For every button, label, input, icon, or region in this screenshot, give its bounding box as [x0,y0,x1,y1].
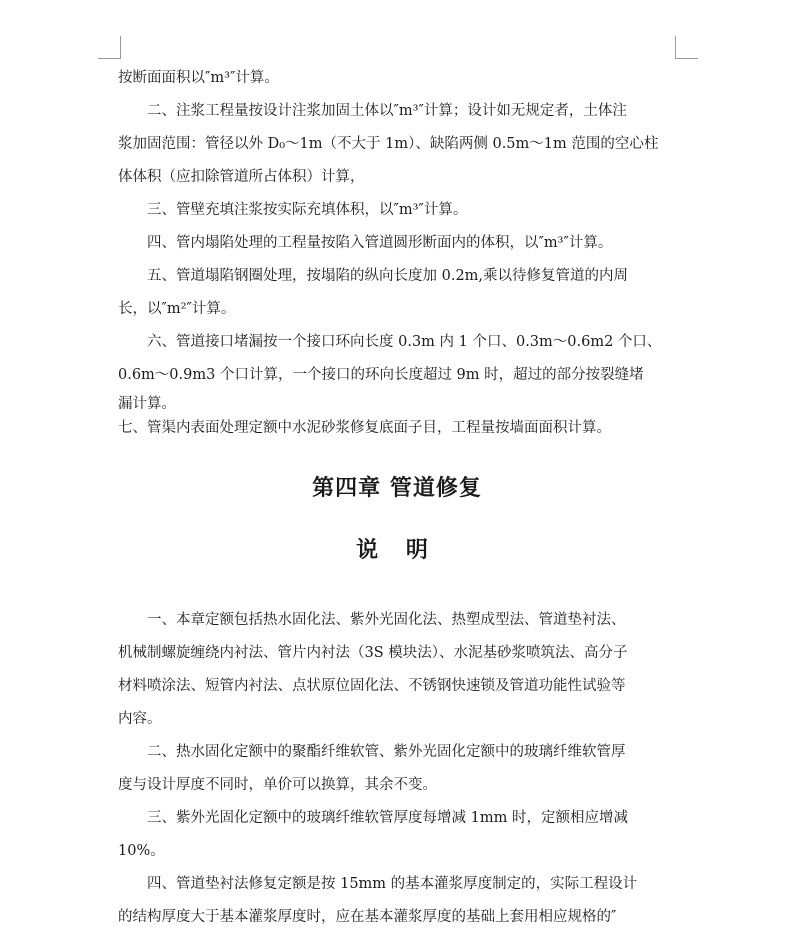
paragraph-line: 三、紫外光固化定额中的玻璃纤维软管厚度每增减 1mm 时，定额相应增减 [147,810,628,826]
paragraph-line: 四、管道垫衬法修复定额是按 15mm 的基本灌浆厚度制定的，实际工程设计 [147,876,638,892]
paragraph-line: 度与设计厚度不同时，单价可以换算，其余不变。 [118,777,437,793]
paragraph-line: 四、管内塌陷处理的工程量按陷入管道圆形断面内的体积，以″m³″计算。 [147,235,613,251]
crop-mark-top-left [98,36,121,59]
paragraph-line: 机械制螺旋缠绕内衬法、管片内衬法（3S 模块法）、水泥基砂浆喷筑法、高分子 [118,645,628,661]
paragraph-line: 10%。 [118,843,165,859]
paragraph-line: 漏计算。 [118,396,176,412]
paragraph-line: 一、本章定额包括热水固化法、紫外光固化法、热塑成型法、管道垫衬法、 [147,612,626,628]
paragraph-line: 浆加固范围：管径以外 D₀～1m（不大于 1m）、缺陷两侧 0.5m～1m 范围的空心柱 [118,136,659,152]
paragraph-line: 五、管道塌陷钢圈处理，按塌陷的纵向长度加 0.2m,乘以待修复管道的内周 [147,268,629,284]
paragraph-line: 材料喷涂法、短管内衬法、点状原位固化法、不锈钢快速锁及管道功能性试验等 [118,678,626,694]
paragraph-line: 三、管壁充填注浆按实际充填体积，以″m³″计算。 [147,202,468,218]
paragraph-line: 二、热水固化定额中的聚酯纤维软管、紫外光固化定额中的玻璃纤维软管厚 [147,744,626,760]
crop-mark-top-right [675,36,698,59]
paragraph-line: 六、管道接口堵漏按一个接口环向长度 0.3m 内 1 个口、0.3m～0.6m2 个口、 [147,334,662,350]
section-body [118,604,676,934]
paragraph-line: 长，以″m²″计算。 [118,301,236,317]
paragraph-line: 内容。 [118,711,162,727]
paragraph-line: 按断面面积以″m³″计算。 [118,70,279,86]
paragraph-line: 0.6m～0.9m3 个口计算，一个接口的环向长度超过 9m 时，超过的部分按裂缝堵 [118,367,644,383]
paragraph-line: 的结构厚度大于基本灌浆厚度时，应在基本灌浆厚度的基础上套用相应规格的″ [118,909,617,925]
document-body [118,62,676,934]
chapter-title: 第四章 管道修复 [312,475,482,501]
paragraph-line: 二、注浆工程量按设计注浆加固土体以″m³″计算；设计如无规定者，土体注 [147,103,627,119]
section-heading: 说 明 [356,537,438,563]
paragraph-line: 七、管渠内表面处理定额中水泥砂浆修复底面子目，工程量按墙面面积计算。 [118,420,611,436]
paragraph-line: 体体积（应扣除管道所占体积）计算， [118,169,365,185]
